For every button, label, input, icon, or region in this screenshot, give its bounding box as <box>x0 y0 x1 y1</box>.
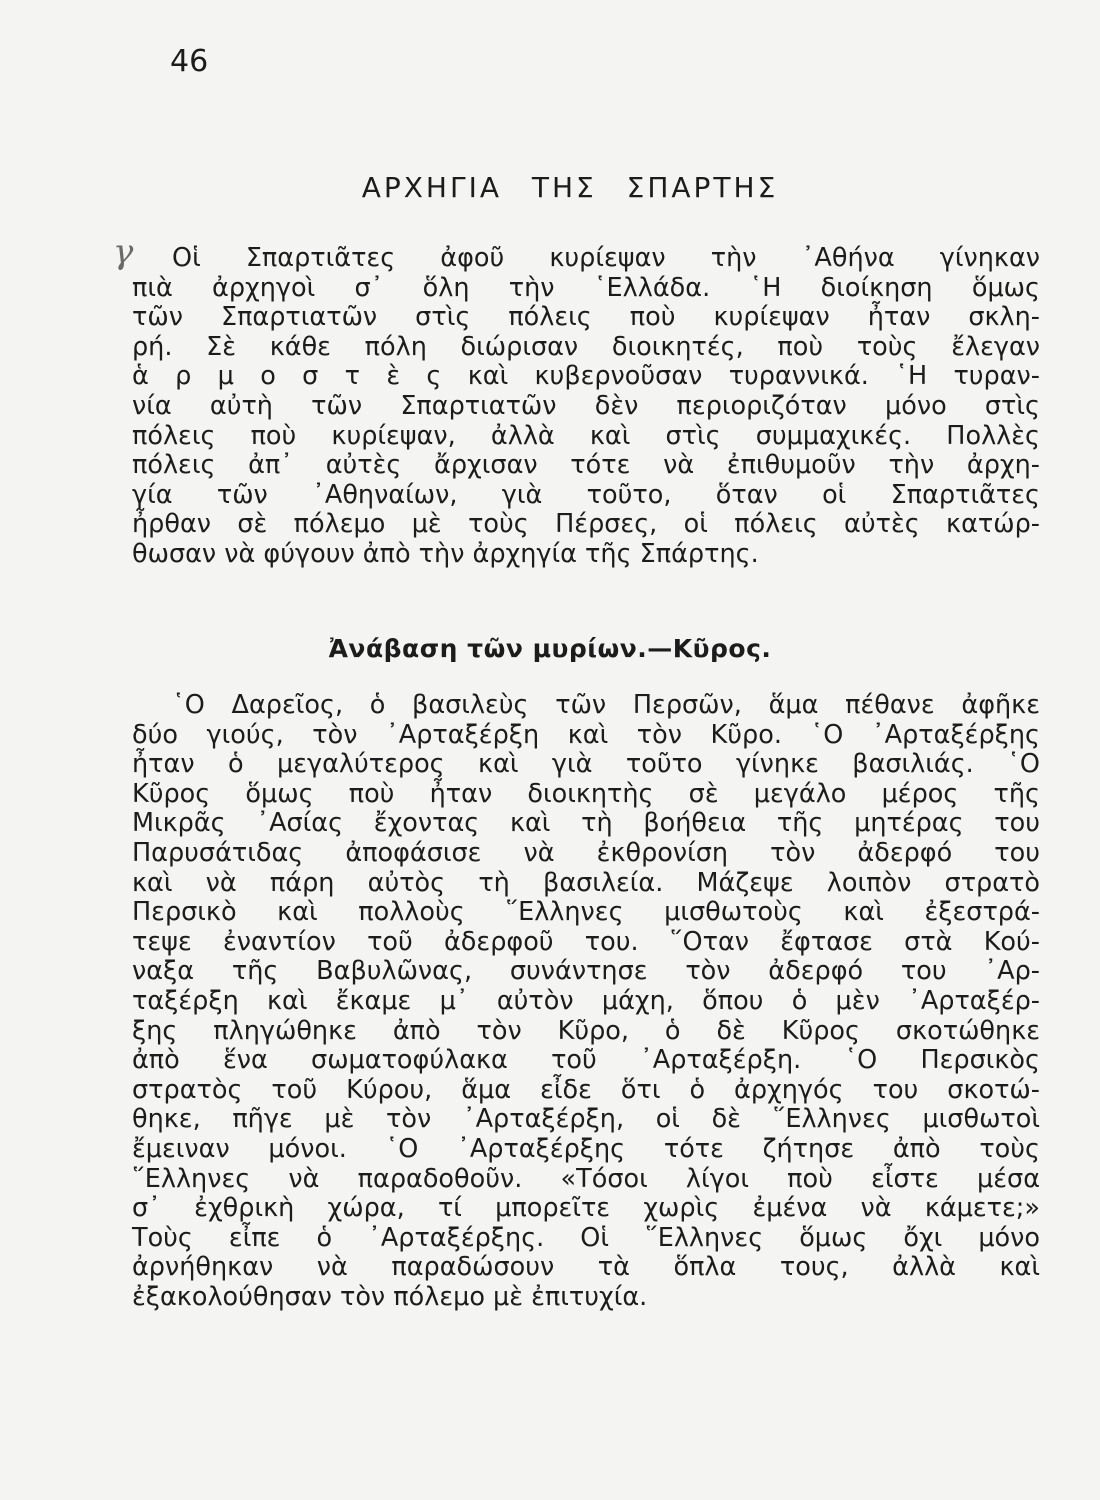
text-line: ἀπὸ ἕνα σωματοφύλακα τοῦ ᾿Αρταξέρξη. ῾Ο Περσικὸς <box>132 1045 1040 1076</box>
text-line: στρατὸς τοῦ Κύρου, ἅμα εἶδε ὅτι ὁ ἀρχηγός του σκοτώ- <box>132 1074 1040 1105</box>
text-line: δύο γιούς, τὸν ᾿Αρταξέρξη καὶ τὸν Κῦρο. ῾Ο ᾿Αρταξέρξης <box>132 719 1040 750</box>
text-line: τῶν Σπαρτιατῶν στὶς πόλεις ποὺ κυρίεψαν ἦταν σκλη- <box>132 302 1040 333</box>
text-line: γία τῶν ᾿Αθηναίων, γιὰ τοῦτο, ὅταν οἱ Σπαρτιᾶτες <box>132 479 1040 510</box>
text-line: θηκε, πῆγε μὲ τὸν ᾿Αρταξέρξη, οἱ δὲ ῞Ελληνες μισθωτοὶ <box>132 1104 1040 1135</box>
text-line: ἔμειναν μόνοι. ῾Ο ᾿Αρταξέρξης τότε ζήτησε ἀπὸ τοὺς <box>132 1133 1040 1164</box>
text-line: νία αὐτὴ τῶν Σπαρτιατῶν δὲν περιοριζόταν μόνο στὶς <box>132 390 1040 421</box>
text-line: Κῦρος ὅμως ποὺ ἦταν διοικητὴς σὲ μεγάλο μέρος τῆς <box>132 778 1040 809</box>
text-line: πιὰ ἀρχηγοὶ σ᾿ ὅλη τὴν ῾Ελλάδα. ῾Η διοίκηση ὅμως <box>132 272 1040 303</box>
text-line: Παρυσάτιδας ἀποφάσισε νὰ ἐκθρονίση τὸν ἀδερφό του <box>132 837 1040 868</box>
text-line: ρή. Σὲ κάθε πόλη διώρισαν διοικητές, ποὺ τοὺς ἔλεγαν <box>132 331 1040 362</box>
text-line: ναξα τῆς Βαβυλῶνας, συνάντησε τὸν ἀδερφό του ᾿Αρ- <box>132 956 1040 987</box>
text-line: Τοὺς εἶπε ὁ ᾿Αρταξέρξης. Οἱ ῞Ελληνες ὅμως ὄχι μόνο <box>132 1222 1040 1253</box>
text-line: θωσαν νὰ φύγουν ἀπὸ τὴν ἀρχηγία τῆς Σπάρτης. <box>132 538 759 569</box>
paragraph-sparta-leadership <box>132 244 1040 570</box>
text-line: ῞Ελληνες νὰ παραδοθοῦν. «Τόσοι λίγοι ποὺ εἶστε μέσα <box>132 1163 1040 1194</box>
page-number: 46 <box>170 44 209 79</box>
text-line: πόλεις ποὺ κυρίεψαν, ἀλλὰ καὶ στὶς συμμαχικές. Πολλὲς <box>132 420 1040 451</box>
text-line: ῾Ο Δαρεῖος, ὁ βασιλεὺς τῶν Περσῶν, ἅμα πέθανε ἀφῆκε <box>172 690 1040 720</box>
text-line: ξης πληγώθηκε ἀπὸ τὸν Κῦρο, ὁ δὲ Κῦρος σκοτώθηκε <box>132 1015 1040 1046</box>
text-line: Μικρᾶς ᾿Ασίας ἔχοντας καὶ τὴ βοήθεια τῆς μητέρας του <box>132 808 1040 839</box>
text-line: ἐξακολούθησαν τὸν πόλεμο μὲ ἐπιτυχία. <box>132 1281 648 1312</box>
text-line: ἁ ρ μ ο σ τ ὲ ς καὶ κυβερνοῦσαν τυραννικά. ῾Η τυραν- <box>132 361 1040 392</box>
section-heading: Ἀνάβαση τῶν μυρίων.—Κῦρος. <box>328 634 772 663</box>
text-line: ταξέρξη καὶ ἔκαμε μ᾿ αὐτὸν μάχη, ὅπου ὁ μὲν ᾿Αρταξέρ- <box>132 985 1040 1016</box>
text-line: Οἱ Σπαρτιᾶτες ἀφοῦ κυρίεψαν τὴν ᾿Αθήνα γίνηκαν <box>172 243 1040 273</box>
text-line: Περσικὸ καὶ πολλοὺς ῞Ελληνες μισθωτοὺς καὶ ἐξεστρά- <box>132 897 1040 928</box>
text-line: σ᾿ ἐχθρικὴ χώρα, τί μπορεῖτε χωρὶς ἐμένα νὰ κάμετε;» <box>132 1193 1040 1224</box>
handwritten-margin-mark: γ <box>113 232 134 272</box>
chapter-title: ΑΡΧΗΓΙΑ ΤΗΣ ΣΠΑΡΤΗΣ <box>361 171 779 204</box>
text-line: πόλεις ἀπ᾿ αὐτὲς ἄρχισαν τότε νὰ ἐπιθυμοῦν τὴν ἀρχη- <box>132 450 1040 481</box>
text-line: τεψε ἐναντίον τοῦ ἀδερφοῦ του. ῞Οταν ἔφτασε στὰ Κού- <box>132 926 1040 957</box>
paragraph-anabasis <box>132 691 1040 1312</box>
text-line: ἦρθαν σὲ πόλεμο μὲ τοὺς Πέρσες, οἱ πόλεις αὐτὲς κατώρ- <box>132 509 1040 540</box>
text-line: ἀρνήθηκαν νὰ παραδώσουν τὰ ὅπλα τους, ἀλλὰ καὶ <box>132 1252 1040 1283</box>
text-line: καὶ νὰ πάρη αὐτὸς τὴ βασιλεία. Μάζεψε λοιπὸν στρατὸ <box>132 867 1040 898</box>
text-line: ἦταν ὁ μεγαλύτερος καὶ γιὰ τοῦτο γίνηκε βασιλιάς. ῾Ο <box>132 749 1040 780</box>
